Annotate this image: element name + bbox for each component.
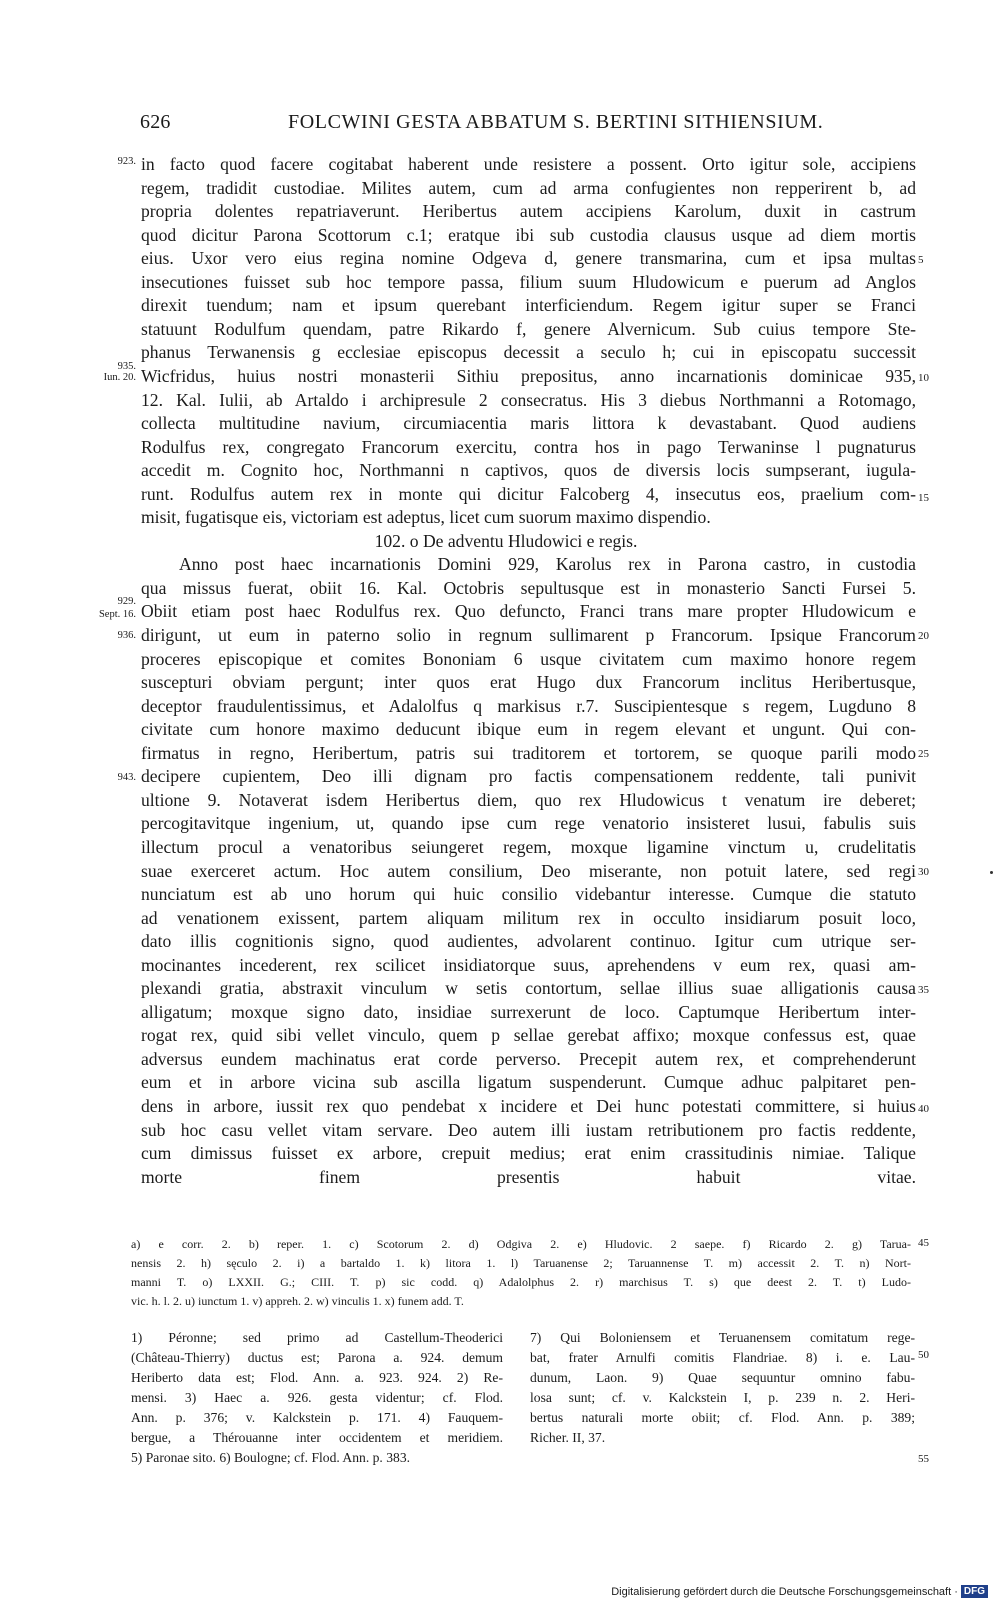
running-title: FOLCWINI GESTA ABBATUM S. BERTINI SITHIENSIUM. [288,111,824,133]
text-line: Anno post haec incarnationis Domini 929, Karolus rex in Parona castro, in custodia [179,554,916,575]
chapter-heading: 102. o De adventu Hludowici e regis. [374,530,638,551]
footnote-line: Heriberto data est; Flod. Ann. a. 923. 924. 2) Re- [131,1370,503,1385]
margin-date: 929. [117,596,136,607]
footnotes-left-column [131,1328,503,1468]
text-line: dirigunt, ut eum in paterno solio in regnum sullimarent p Francorum. Ipsique Francorum [141,625,916,645]
text-line: adversus eundem machinatus erat corde perverso. Precepit autem rex, et comprehenderunt [141,1048,916,1069]
text-line: eum et in arbore vicina sub ascilla ligatum suspenderunt. Cumque adhuc palpitaret pen- [141,1072,916,1093]
digitization-credit [611,1585,988,1598]
text-line: nunciatum est ab uno horum qui huic consilio videbantur interesse. Cumque die statuto [141,884,916,905]
text-line: ad venationem exissent, partem aliquam militum rex in occulto insidiarum posuit loco, [141,907,916,928]
text-line: runt. Rodulfus autem rex in monte qui dicitur Falcoberg 4, insecutus eos, praelium com- [141,483,916,504]
footnote-line: Ann. p. 376; v. Kalckstein p. 171. 4) Fauquem- [131,1410,503,1425]
text-line: decipere cupientem, Deo illi dignam pro factis compensationem reddente, tali punivit [141,766,916,787]
footnotes-right-column [530,1328,915,1448]
text-line: Obiit etiam post haec Rodulfus rex. Quo defuncto, Franci trans mare propter Hludowicum e [141,601,916,622]
footnote-line: 7) Qui Boloniensem et Teruanensem comitatum rege- [530,1330,915,1345]
line-number: 50 [918,1349,929,1361]
text-line: proceres episcopique et comites Bononiam 6 usque civitatem cum maximo honore regem [141,648,916,669]
text-line: qua missus fuerat, obiit 16. Kal. Octobris sepultusque est in monasterio Sancti Fursei 5. [141,577,916,598]
footnote-line: 1) Péronne; sed primo ad Castellum-Theoderici [131,1330,503,1345]
apparatus-line: vic. h. l. 2. u) iunctum 1. v) appreh. 2. w) vinculis 1. x) funem add. T. [131,1294,464,1308]
credit-text: Digitalisierung gefördert durch die Deutsche Forschungsgemeinschaft · [611,1585,958,1598]
margin-date: 943. [117,772,136,783]
footnote-line: Richer. II, 37. [530,1430,606,1445]
text-line: in facto quod facere cogitabat haberent unde resistere a possent. Orto igitur sole, accipiens [141,154,916,174]
apparatus-line: manni T. o) LXXII. G.; CIII. T. p) sic codd. q) Adalolphus 2. r) marchisus T. s) que deest 2. T. t) Ludo- [131,1275,911,1289]
text-line: phanus Terwanensis g ecclesiae episcopus decessit a seculo h; cui in episcopatu successit [141,342,916,363]
footnote-line: mensi. 3) Haec a. 926. gesta videntur; cf. Flod. [131,1390,503,1405]
footnote-line: (Château-Thierry) ductus est; Parona a. 924. demum [131,1350,503,1365]
text-line: mocinantes incederent, rex scilicet insidiatorque suus, aprehendens v eum rex, quasi am- [141,954,916,975]
line-number: 15 [918,492,929,504]
margin-date: 935. [117,361,136,372]
margin-date: Iun. 20. [103,372,136,383]
text-line: suscepturi obviam pergunt; inter quos erat Hugo dux Francorum inclitus Heribertusque, [141,672,916,693]
text-line: sub hoc casu vellet vitam servare. Deo autem illi iustam retributionem pro factis reddente, [141,1119,916,1140]
text-line: 12. Kal. Iulii, ab Artaldo i archipresule 2 consecratus. His 3 diebus Northmanni a Rotomago, [141,389,916,410]
running-header [140,111,910,141]
text-line: statuunt Rodulfum quendam, patre Rikardo f, genere Alvernicum. Sub cuius tempore Ste- [141,318,916,339]
apparatus-line: nensis 2. h) sęculo 2. i) a bartaldo 1. k) litora 1. l) Taruanense 2; Taruannense T. m) accessit 2. T. n) Nort- [131,1256,911,1270]
critical-apparatus [131,1235,911,1311]
line-number: 35 [918,984,929,996]
line-number: 30 [918,866,929,878]
text-line: Wicfridus, huius nostri monasterii Sithiu prepositus, anno incarnationis dominicae 935, [141,365,916,386]
apparatus-line: a) e corr. 2. b) reper. 1. c) Scotorum 2. d) Odgiva 2. e) Hludovic. 2 saepe. f) Ricardo 2. g) Tarua- [131,1237,911,1251]
footnote-line: 5) Paronae sito. 6) Boulogne; cf. Flod. Ann. p. 383. [131,1450,411,1465]
footnote-line: bertus naturali morte obiit; cf. Flod. Ann. p. 389; [530,1410,915,1425]
text-line: morte finem presentis habuit vitae. [141,1166,916,1187]
line-number: 55 [918,1453,929,1465]
text-line: Rodulfus rex, congregato Francorum exercitu, contra hos in pago Terwaninse l pugnaturus [141,436,916,457]
margin-date: Sept. 16. [98,609,136,620]
footnote-line: losa sunt; cf. v. Kalckstein I, p. 239 n. 2. Heri- [530,1390,915,1405]
text-line: deceptor fraudulentissimus, et Adalolfus q markisus r.7. Suscipientesque s regem, Lugduno 8 [141,695,916,716]
text-line: firmatus in regno, Heribertum, patris sui traditorem et tortorem, se quoque parili modo [141,742,916,763]
line-number: 10 [918,372,929,384]
text-line: alligatum; moxque signo dato, insidiae surrexerunt de loco. Captumque Heribertum inter- [141,1001,916,1022]
line-number: 25 [918,748,929,760]
scan-speck [990,871,993,874]
text-line: quod dicitur Parona Scottorum c.1; eratque ibi sub custodia clausus usque ad diem mortis [141,224,916,245]
text-line: regem, tradidit custodiae. Milites autem, cum ad arma confugientes non repperirent b, ad [141,177,916,198]
text-line: insecutiones fuisset sub hoc tempore passa, filium suum Hludowicum e puerum ad Anglos [141,271,916,292]
text-line: plexandi gratia, abstraxit vinculum w setis contortum, sellae illius suae alligationis causa [141,978,916,999]
page-number: 626 [140,111,171,133]
line-number: 20 [918,630,929,642]
margin-date: 923. [117,156,136,167]
text-line: cum dimissus fuisset ex arbore, crepuit medius; erat enim crassitudinis nimiae. Talique [141,1143,916,1164]
text-line: direxit tuendum; nam et ipsum querebant interficiendum. Regem igitur super se Franci [141,295,916,316]
footnote-line: dunum, Laon. 9) Quae sequuntur omnino fabu- [530,1370,915,1385]
text-line: suae exerceret actum. Hoc autem consilium, Deo miserante, non potuit latere, sed regi [141,860,916,881]
text-line: civitate cum honore maximo deducunt ibique eum in regem elevant et ungunt. Qui con- [141,719,916,740]
dfg-logo: DFG [961,1585,988,1598]
text-line: collecta multitudine navium, circumiacentia maris littora k devastabant. Quod audiens [141,413,916,434]
text-line: eius. Uxor vero eius regina nomine Odgeva d, genere transmarina, cum et ipsa multas [141,248,916,269]
line-number: 45 [918,1237,929,1249]
line-number: 5 [918,254,924,266]
text-line: rogat rex, quid sibi vellet vinculo, quem p sellae gerebat affixo; moxque confessus est, quae [141,1025,916,1046]
text-line: ultione 9. Notaverat isdem Heribertus diem, quo rex Hludowicus t venatum ire deberet; [141,789,916,810]
footnote-line: bat, frater Arnulfi comitis Flandriae. 8) i. e. Lau- [530,1350,915,1365]
text-line: dato illis cognitionis signo, quod audientes, advolarent continuo. Igitur cum utrique ser- [141,931,916,952]
text-line: accedit m. Cognito hoc, Northmanni n captivos, quos de diversis locis sumpserant, iugula- [141,460,916,481]
text-line: illectum procul a venatoribus seiungeret regem, moxque ligamine vinctum u, crudelitatis [141,836,916,857]
footnote-line: bergue, a Thérouanne inter occidentem et meridiem. [131,1430,503,1445]
margin-date: 936. [117,630,136,641]
line-number: 40 [918,1103,929,1115]
text-line: propria dolentes repatriaverunt. Heribertus autem accipiens Karolum, duxit in castrum [141,201,916,222]
text-line: percogitavitque ingenium, ut, quando ipse cum rege venatorio insisteret lusui, fabulis suis [141,813,916,834]
text-line: misit, fugatisque eis, victoriam est adeptus, licet cum suorum maximo dispendio. [141,507,711,528]
text-line: dens in arbore, iussit rex quo pendebat x incidere et Dei hunc potestati committere, si huius [141,1096,916,1116]
